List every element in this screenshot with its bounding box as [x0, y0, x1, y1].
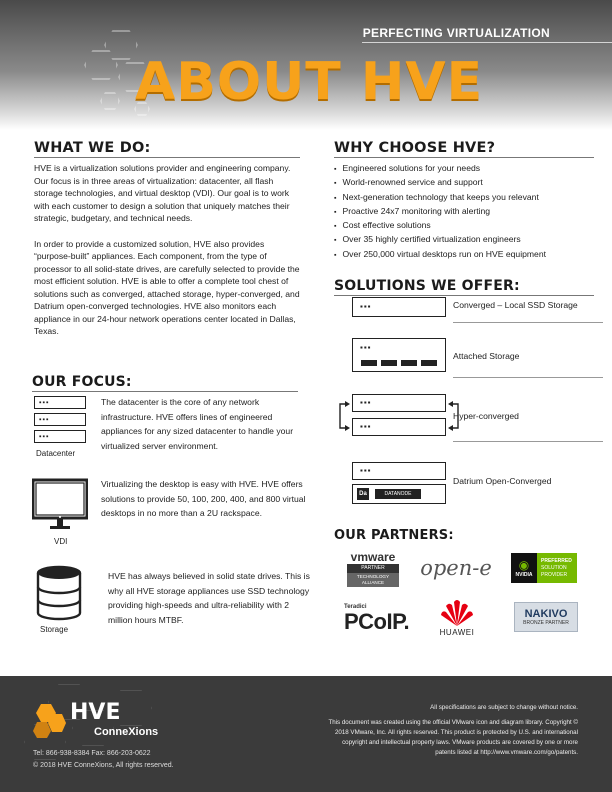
- solution-divider: [453, 322, 603, 323]
- huawei-flower-icon: [440, 598, 474, 628]
- legal-notice: All specifications are subject to change without notice.: [430, 704, 578, 711]
- logo-main: HVE: [70, 700, 121, 725]
- open-e-partner-logo: open-e: [420, 556, 492, 580]
- datacenter-text: The datacenter is the core of any network infrastructure. HVE offers lines of engineered appliances for any sized datacenter to handle your virtualized server environment.: [101, 397, 294, 451]
- partners-heading: OUR PARTNERS:: [334, 528, 454, 543]
- contact-numbers: Tel: 866-938-8384 Fax: 866-203-0622: [33, 750, 151, 757]
- solutions-heading: SOLUTIONS WE OFFER:: [334, 278, 594, 296]
- solution-divider: [453, 441, 603, 442]
- vmware-partner-logo: vmware PARTNER TECHNOLOGY ALLIANCE: [342, 547, 404, 591]
- datanode-icon: Da DATANODE: [352, 484, 446, 504]
- list-item: ▪ Engineered solutions for your needs: [334, 162, 594, 176]
- copyright: © 2018 HVE ConneXions, All rights reserved.: [33, 762, 174, 769]
- hexagon-decoration: [100, 92, 120, 110]
- what-we-do-heading: WHAT WE DO:: [34, 140, 300, 158]
- what-we-do-paragraph-1: HVE is a virtualization solutions provider and engineering company. Our focus is in three areas of virtualization: datacenter, all flash storage technologies, and virtual desktop (VDI). Our goal is to work with each customer to design a solution that uniquely matches their strategic, budgetary, and technical needs.: [34, 163, 291, 223]
- list-item: ▪ Next-generation technology that keeps you relevant: [334, 191, 594, 205]
- solution-label: Converged – Local SSD Storage: [453, 300, 578, 310]
- storage-caption: Storage: [40, 625, 69, 634]
- server-node-icon: ▪▪▪: [352, 394, 446, 412]
- tagline-rule: [362, 42, 612, 43]
- legal-copyright: This document was created using the official VMware icon and diagram library. Copyright © 2018 VMware, Inc. All rights reserved. This product is protected by U.S. and international copyright and intellectual property laws. VMware products are covered by one or more patents listed at http://www.vmware.com/go/patents.: [328, 718, 578, 756]
- focus-section: [32, 374, 298, 392]
- list-item: ▪ Proactive 24x7 monitoring with alerting: [334, 205, 594, 219]
- storage-database-icon: [34, 565, 84, 621]
- server-node-icon: ▪▪▪: [352, 462, 446, 480]
- storage-array-icon: ▪▪▪: [352, 338, 446, 372]
- footer-legal: [328, 703, 578, 758]
- hve-connexions-logo: [32, 700, 192, 740]
- pcoip-partner-logo: Teradici PCoIP.: [344, 604, 410, 634]
- nakivo-partner-logo: NAKIVO BRONZE PARTNER: [514, 602, 578, 632]
- nvidia-partner-logo: ◉ NVIDIA PREFERRED SOLUTION PROVIDER: [511, 553, 577, 583]
- solution-attached-storage: [334, 334, 604, 374]
- solution-label: Attached Storage: [453, 351, 520, 361]
- solution-label: Datrium Open-Converged: [453, 476, 552, 486]
- solution-divider: [453, 377, 603, 378]
- why-choose-section: [334, 140, 594, 262]
- monitor-icon: [32, 478, 88, 534]
- interconnect-arrows-icon: [334, 392, 464, 440]
- hexagon-logo-icon: [32, 702, 66, 738]
- vdi-text: Virtualizing the desktop is easy with HVE. HVE offers solutions to provide 50, 100, 200, 400, and 800 virtual desktops in no more than a 2U rackspace.: [101, 479, 306, 518]
- vdi-caption: VDI: [54, 537, 68, 546]
- server-node-icon: ▪▪▪: [352, 418, 446, 436]
- nvidia-eye-icon: ◉: [518, 558, 530, 572]
- list-item: ▪ World-renowned service and support: [334, 176, 594, 190]
- list-item: ▪ Over 35 highly certified virtualization engineers: [334, 233, 594, 247]
- what-we-do-paragraph-2: In order to provide a customized solution, HVE also provides “purpose-built” appliances. Each component, from the type of processor to all solid-state drives, are carefully selected to provide the most efficient solution. HVE is able to offer a complete tool chest of solutions such as converged, attached storage, hyper-converged, and Datrium open-converged technologies. HVE also monitors each appliance in our 24-hour network operations center located in Dallas, Texas.: [34, 238, 300, 336]
- list-item: ▪ Cost effective solutions: [334, 219, 594, 233]
- solution-hyper-converged: [334, 392, 604, 440]
- why-choose-list: [334, 162, 594, 262]
- partners-section: [334, 528, 594, 543]
- tagline: PERFECTING VIRTUALIZATION: [362, 26, 550, 40]
- datacenter-caption: Datacenter: [36, 449, 76, 458]
- solution-datrium: [334, 460, 604, 508]
- datacenter-icon: ▪▪▪ ▪▪▪ ▪▪▪: [34, 396, 86, 448]
- logo-sub: ConneXions: [94, 726, 159, 738]
- huawei-partner-logo: HUAWEI: [432, 592, 482, 642]
- why-choose-heading: WHY CHOOSE HVE?: [334, 140, 594, 158]
- what-we-do-section: [34, 140, 300, 338]
- page-title: ABOUT HVE: [135, 52, 484, 112]
- footer-contact: [33, 748, 174, 772]
- focus-heading: OUR FOCUS:: [32, 374, 298, 392]
- header-banner: [0, 0, 612, 130]
- solution-converged: [334, 293, 604, 323]
- list-item: ▪ Over 250,000 virtual desktops run on HVE equipment: [334, 248, 594, 262]
- storage-text: HVE has always believed in solid state drives. This is why all HVE storage appliances use SSD technology providing high-speeds and ultra-reliability with 2 million hours MTBF.: [108, 571, 310, 625]
- server-rack-icon: ▪▪▪: [352, 297, 446, 317]
- solution-label: Hyper-converged: [453, 411, 519, 421]
